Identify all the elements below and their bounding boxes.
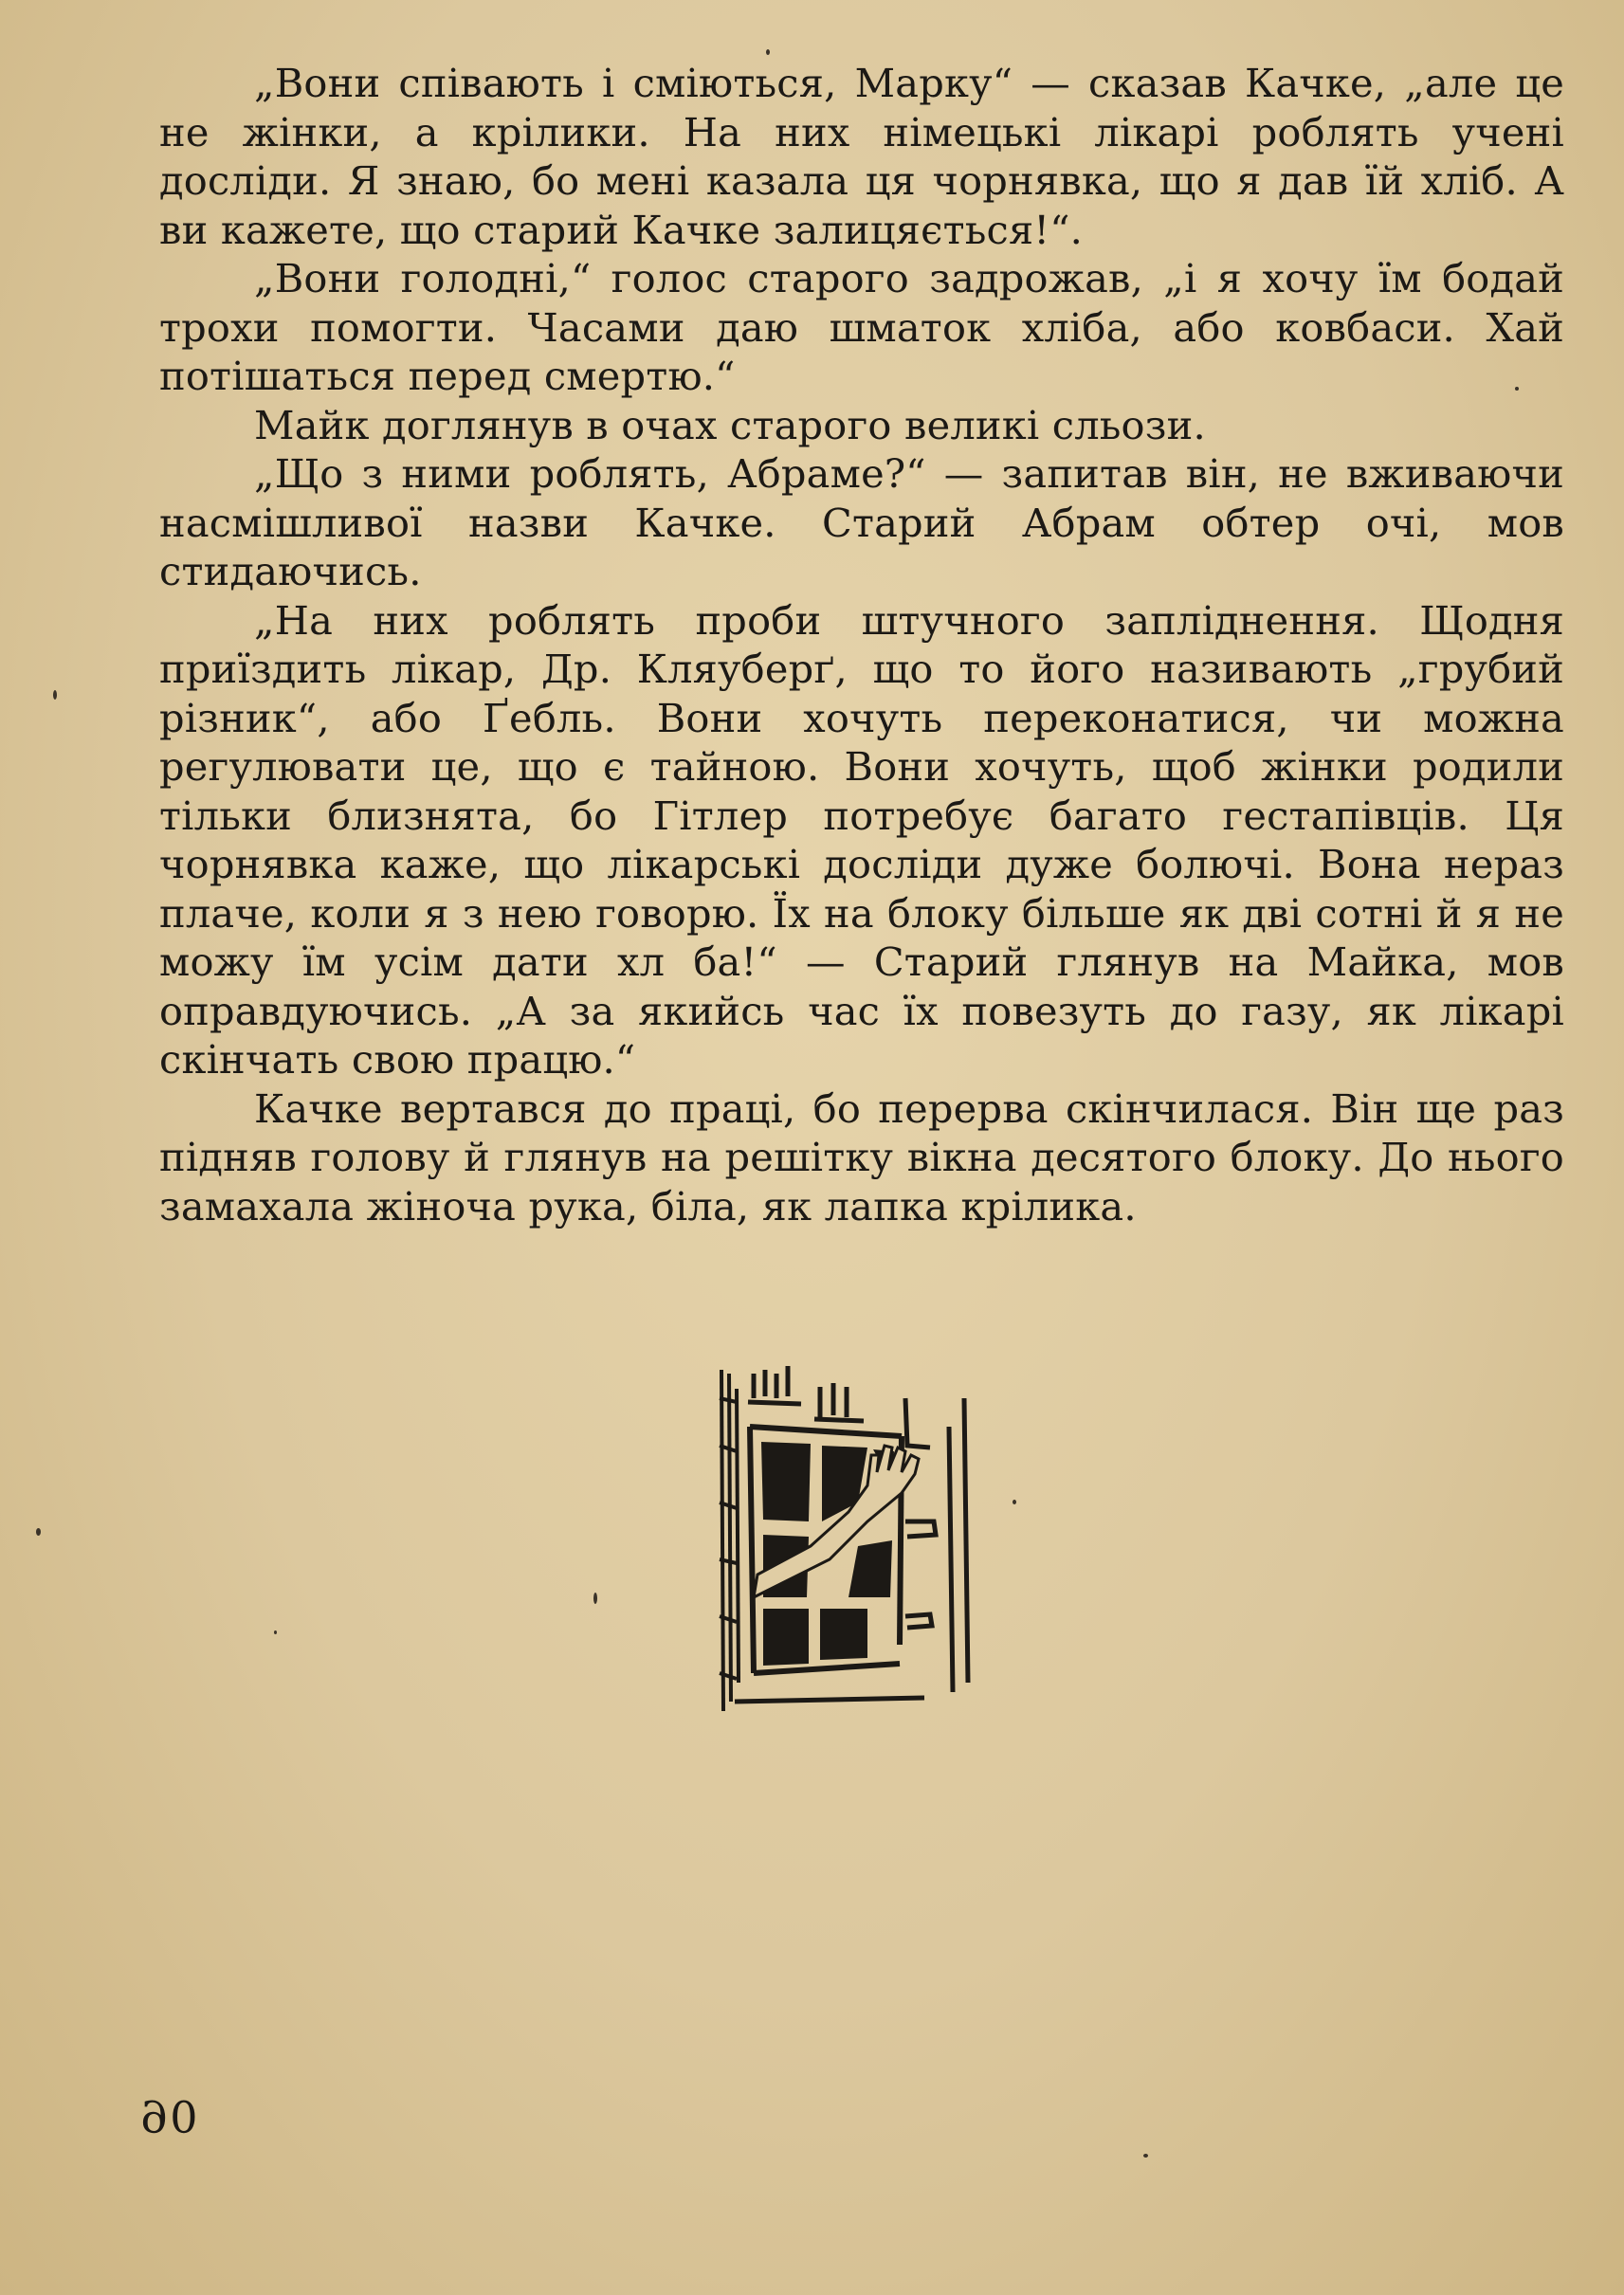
- speck: [1013, 1500, 1016, 1504]
- main-text: [159, 59, 1564, 1230]
- paragraph-1: „Вони співають і сміються, Марку“ — сказав Качке, „але це не жінки, а крілики. На них німецькі лікарі роблять учені досліди. Я знаю, бо мені казала ця чорнявка, що я дав їй хліб. А ви кажете, що старий Качке залицяється!“.: [159, 60, 1564, 253]
- page-number: 90: [140, 2090, 200, 2141]
- paragraph-5: „На них роблять проби штучного запліднення. Щодня приїздить лікар, Др. Кляуберґ, що то його називають „грубий різник“, або Ґебль. Вони хочуть переконатися, чи можна регулювати це, що є тайною. Вони хочуть, щоб жінки родили тільки близнята, бо Гітлер потребує багато гестапівців. Ця чорнявка каже, що лікарські досліди дуже болючі. Вона нераз плаче, коли я з нею говорю. Їх на блоку більше як дві сотні й я не можу їм усім дати хл ба!“ — Старий глянув на Майка, мов оправдуючись. „А за якийсь час їх повезуть до газу, як лікарі скінчать свою працю.“: [159, 596, 1564, 1083]
- speck: [766, 49, 770, 55]
- barred-window-waving-hand-icon: [716, 1360, 981, 1721]
- paragraph-4: „Що з ними роблять, Абраме?“ — запитав він, не вживаючи насмішливої назви Качке. Старий Абрам обтер очі, мов стидаючись.: [159, 450, 1564, 594]
- speck: [1143, 2154, 1148, 2158]
- paragraph-6: Качке вертався до праці, бо перерва скінчилася. Він ще раз підняв голову й глянув на решітку вікна десятого блоку. До нього замахала жіноча рука, біла, як лапка крілика.: [159, 1084, 1564, 1229]
- paragraph-3: Майк доглянув в очах старого великі сльози.: [254, 401, 1206, 448]
- speck: [274, 1630, 277, 1634]
- speck: [1515, 387, 1519, 391]
- paragraph-2: „Вони голодні,“ голос старого задрожав, „і я хочу їм бодай трохи помогти. Часами даю шматок хліба, або ковбаси. Хай потішаться перед смертю.“: [159, 255, 1564, 399]
- speck: [36, 1528, 41, 1536]
- speck: [53, 690, 57, 700]
- speck: [593, 1593, 597, 1604]
